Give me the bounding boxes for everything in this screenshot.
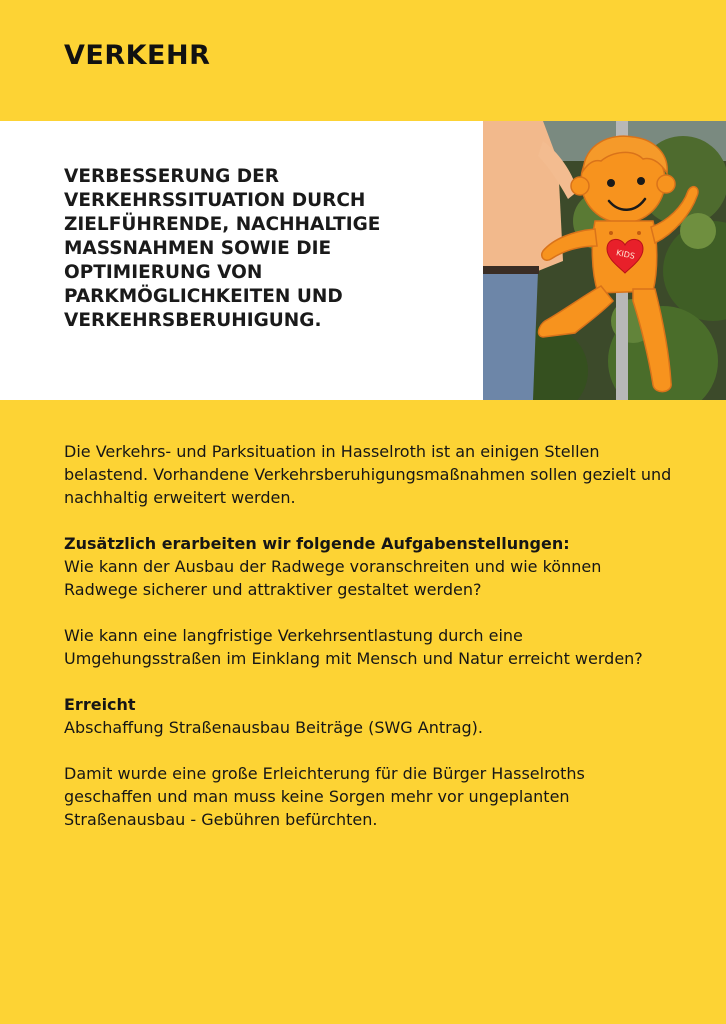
page-title: VERKEHR <box>64 40 211 71</box>
closing-paragraph: Damit wurde eine große Erleichterung für die Bürger Hasselroths geschaffen und man muss keine Sorgen mehr vor ungeplanten Straßenausbau - Gebühren befürchten. <box>64 764 585 829</box>
achieved-heading: Erreicht <box>64 695 136 714</box>
heart-label: KIDS <box>615 248 636 261</box>
hero-section <box>0 121 726 400</box>
tasks-heading: Zusätzlich erarbeiten wir folgende Aufgabenstellungen: <box>64 534 570 553</box>
achieved-text: Abschaffung Straßenausbau Beiträge (SWG Antrag). <box>64 718 484 737</box>
body-text <box>64 440 674 831</box>
intro-paragraph: Die Verkehrs- und Parksituation in Hasselroth ist an einigen Stellen belastend. Vorhandene Verkehrsberuhigungsmaßnahmen sollen gezielt und nachhaltig erweitert werden. <box>64 442 672 507</box>
hero-headline: VERBESSERUNG DER VERKEHRSSITUATION DURCH ZIELFÜHRENDE, NACHHALTIGE MASSNAHMEN SOWIE DIE OPTIMIERUNG VON PARKMÖGLICHKEITEN UND VERKEHRSBERUHIGUNG. <box>64 166 381 331</box>
hero-text-box <box>0 121 483 400</box>
kids-figure-illustration <box>483 121 726 400</box>
task-2: Wie kann eine langfristige Verkehrsentlastung durch eine Umgehungsstraßen im Einklang mit Mensch und Natur erreicht werden? <box>64 626 643 668</box>
task-1: Wie kann der Ausbau der Radwege voranschreiten und wie können Radwege sicherer und attraktiver gestaltet werden? <box>64 557 602 599</box>
hero-photo <box>483 121 726 400</box>
